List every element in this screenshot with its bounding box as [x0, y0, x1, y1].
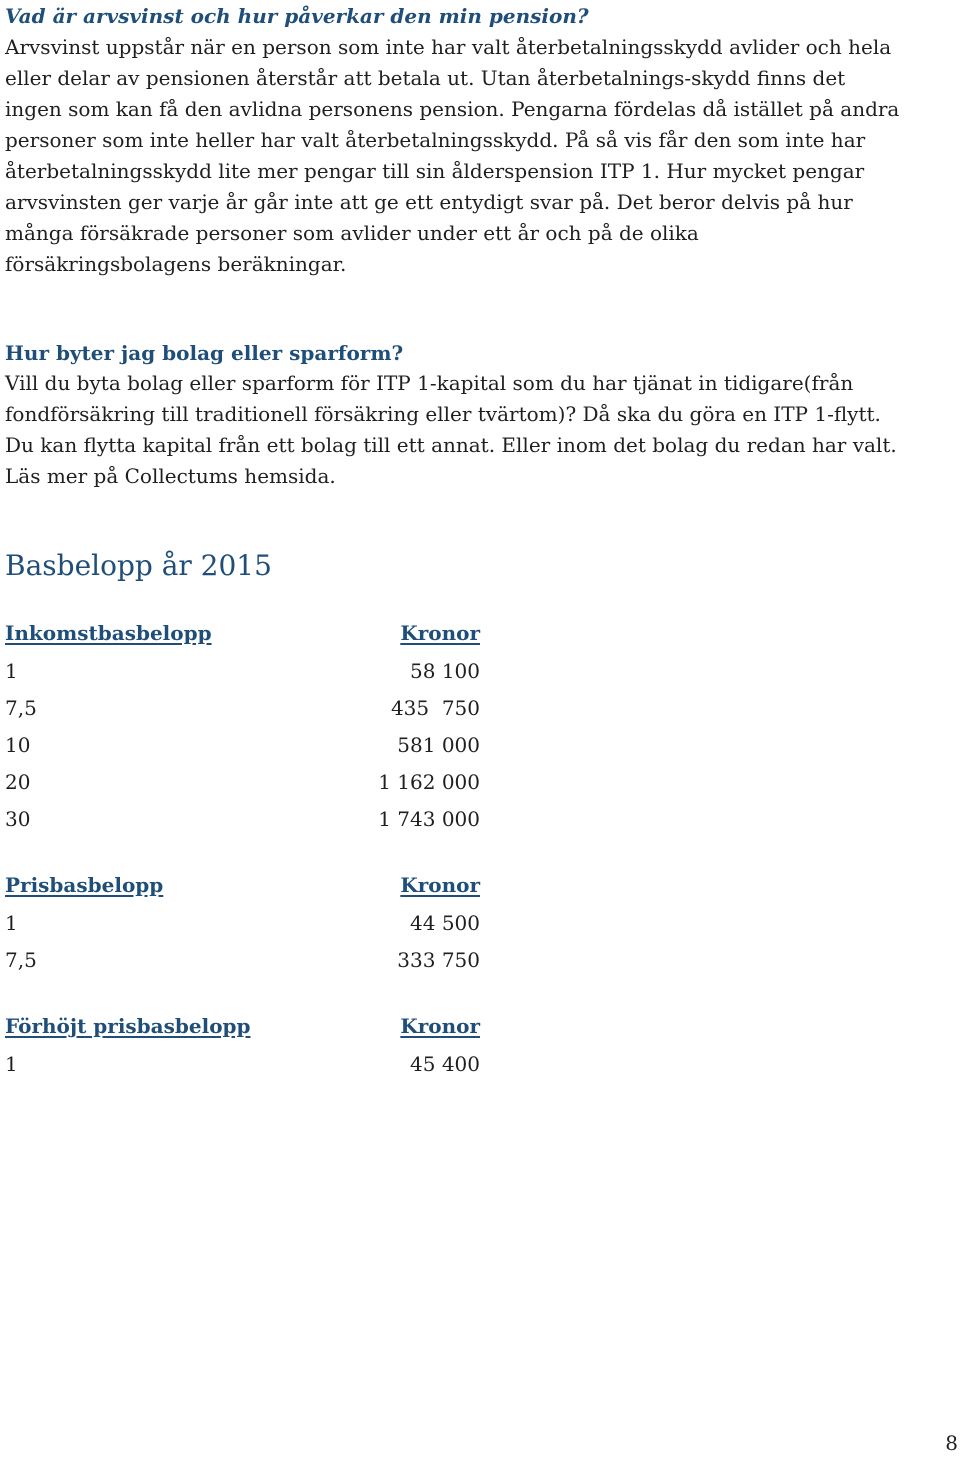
section-body-inheritance-gain: [5, 32, 899, 280]
table-cell-multiplier: 1: [5, 659, 18, 683]
paragraph-line: Läs mer på Collectums hemsida.: [5, 464, 336, 488]
table-cell-amount: 44 500: [410, 911, 480, 935]
paragraph-line: återbetalningsskydd lite mer pengar till sin ålderspension ITP 1. Hur mycket pengar: [5, 159, 865, 183]
paragraph-line: Arvsvinst uppstår när en person som inte har valt återbetalningsskydd avlider och hela: [5, 35, 892, 59]
column-header-kronor: Kronor: [400, 621, 480, 645]
income-base-table: [5, 618, 480, 841]
table-cell-amount: 333 750: [397, 948, 480, 972]
column-header-raised-price-base: Förhöjt prisbasbelopp: [5, 1014, 251, 1038]
column-header-price-base: Prisbasbelopp: [5, 873, 164, 897]
table-row: [5, 945, 480, 982]
column-header-kronor: Kronor: [400, 1014, 480, 1038]
table-cell-multiplier: 30: [5, 807, 31, 831]
table-cell-amount: 1 743 000: [378, 807, 480, 831]
paragraph-line: eller delar av pensionen återstår att betala ut. Utan återbetalnings-skydd finns det: [5, 66, 846, 90]
paragraph-line: fondförsäkring till traditionell försäkring eller tvärtom)? Då ska du göra en ITP 1-flytt.: [5, 402, 881, 426]
section-body-switch-company: [5, 368, 897, 492]
table-cell-multiplier: 1: [5, 911, 18, 935]
raised-price-base-table: [5, 1011, 480, 1086]
section-heading-inheritance-gain: Vad är arvsvinst och hur påverkar den min pension?: [5, 4, 589, 28]
table-cell-multiplier: 1: [5, 1052, 18, 1076]
table-row: [5, 908, 480, 945]
table-row: [5, 656, 480, 693]
table-cell-multiplier: 7,5: [5, 696, 37, 720]
table-row: [5, 730, 480, 767]
table-row: [5, 693, 480, 730]
table-cell-amount: 435 750: [390, 696, 480, 720]
price-base-table: [5, 870, 480, 982]
table-cell-multiplier: 10: [5, 733, 31, 757]
paragraph-line: arvsvinsten ger varje år går inte att ge ett entydigt svar på. Det beror delvis på hur: [5, 190, 853, 214]
table-cell-amount: 1 162 000: [378, 770, 480, 794]
basbelopp-title: Basbelopp år 2015: [5, 549, 272, 582]
table-cell-multiplier: 7,5: [5, 948, 37, 972]
paragraph-line: många försäkrade personer som avlider under ett år och på de olika: [5, 221, 699, 245]
page-number: 8: [945, 1431, 958, 1455]
table-header-row: [5, 1011, 480, 1049]
paragraph-line: ingen som kan få den avlidna personens pension. Pengarna fördelas då istället på andra: [5, 97, 900, 121]
column-header-kronor: Kronor: [400, 873, 480, 897]
table-cell-amount: 581 000: [397, 733, 480, 757]
table-header-row: [5, 618, 480, 656]
table-row: [5, 767, 480, 804]
paragraph-line: personer som inte heller har valt återbetalningsskydd. På så vis får den som inte har: [5, 128, 866, 152]
paragraph-line: försäkringsbolagens beräkningar.: [5, 252, 347, 276]
section-heading-switch-company: Hur byter jag bolag eller sparform?: [5, 341, 404, 365]
table-cell-multiplier: 20: [5, 770, 31, 794]
table-row: [5, 1049, 480, 1086]
paragraph-line: Vill du byta bolag eller sparform för ITP 1-kapital som du har tjänat in tidigare(från: [5, 371, 854, 395]
table-header-row: [5, 870, 480, 908]
column-header-income-base: Inkomstbasbelopp: [5, 621, 212, 645]
table-cell-amount: 58 100: [410, 659, 480, 683]
table-cell-amount: 45 400: [410, 1052, 480, 1076]
paragraph-line: Du kan flytta kapital från ett bolag till ett annat. Eller inom det bolag du redan har valt.: [5, 433, 897, 457]
table-row: [5, 804, 480, 841]
